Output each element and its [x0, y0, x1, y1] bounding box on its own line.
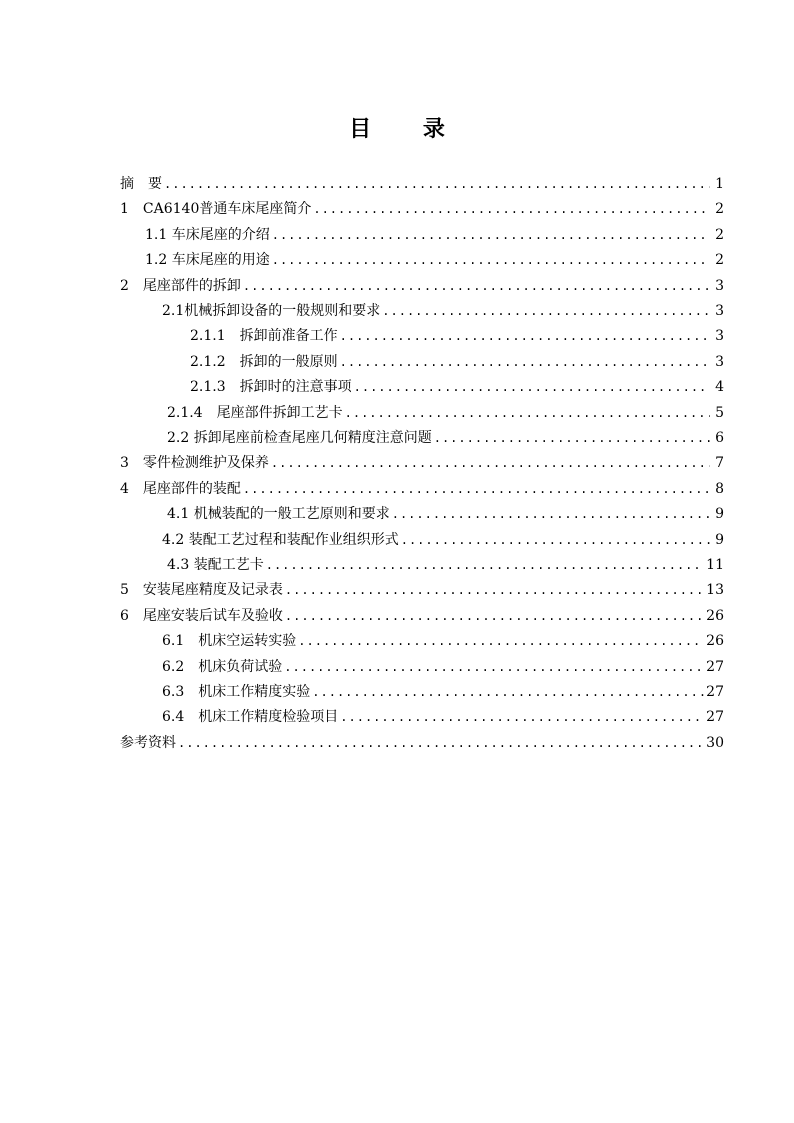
- toc-entry-page: 2: [715, 201, 724, 218]
- toc-dot-leader: [298, 629, 704, 653]
- toc-entry-label: 2 尾座部件的拆卸: [120, 277, 241, 294]
- toc-entry-6-1[interactable]: [162, 629, 724, 653]
- toc-entry-label: 4 尾座部件的装配: [120, 480, 241, 497]
- toc-entry-page: 7: [715, 455, 724, 472]
- toc-dot-leader: [243, 274, 710, 298]
- toc-dot-leader: [345, 401, 710, 425]
- toc-entry-label: 5 安装尾座精度及记录表: [120, 582, 283, 599]
- toc-dot-leader: [434, 426, 710, 450]
- toc-dot-leader: [340, 705, 704, 729]
- toc-entry-page: 26: [706, 607, 724, 624]
- toc-dot-leader: [340, 350, 710, 374]
- toc-entry-label: 2.1.4 尾座部件拆卸工艺卡: [167, 404, 343, 421]
- toc-entry-label: 2.2 拆卸尾座前检查尾座几何精度注意问题: [167, 430, 432, 446]
- toc-entry-label: 参考资料: [120, 734, 176, 751]
- toc-entry-page: 27: [706, 658, 724, 675]
- toc-entry-page: 3: [715, 328, 724, 345]
- toc-entry-1-2[interactable]: [145, 248, 724, 272]
- toc-dot-leader: [312, 680, 704, 704]
- toc-entry-page: 3: [715, 277, 724, 294]
- toc-entry-2-1-1[interactable]: [190, 324, 724, 348]
- toc-dot-leader: [271, 451, 710, 475]
- toc-entry-2[interactable]: [120, 274, 724, 298]
- toc-entry-6-4[interactable]: [162, 705, 724, 729]
- toc-entry-6[interactable]: [120, 604, 724, 628]
- toc-entry-2-1-4[interactable]: [167, 401, 724, 425]
- toc-entry-label: 6.1 机床空运转实验: [162, 633, 297, 650]
- toc-entry-4-2[interactable]: [162, 528, 724, 552]
- toc-entry-abstract[interactable]: [120, 172, 724, 196]
- toc-entry-label: 4.3 装配工艺卡: [167, 557, 264, 573]
- toc-entry-page: 3: [715, 353, 724, 370]
- toc-entry-page: 27: [706, 684, 724, 700]
- toc-dot-leader: [285, 604, 704, 628]
- toc-entry-page: 9: [715, 531, 724, 548]
- toc-entry-label: 2.1.2 拆卸的一般原则: [190, 353, 338, 370]
- toc-entry-4[interactable]: [120, 477, 724, 501]
- toc-entry-references[interactable]: [120, 731, 724, 755]
- toc-entry-page: 30: [706, 734, 724, 751]
- toc-dot-leader: [272, 223, 710, 247]
- toc-dot-leader: [272, 248, 710, 272]
- toc-entry-label: 4.1 机械装配的一般工艺原则和要求: [167, 506, 390, 523]
- toc-entry-page: 9: [715, 506, 724, 523]
- toc-dot-leader: [382, 299, 710, 323]
- toc-entry-4-3[interactable]: [167, 553, 724, 577]
- toc-entry-label: 摘 要: [120, 176, 162, 192]
- toc-entry-page: 13: [706, 582, 724, 599]
- toc-entry-label: 1.1 车床尾座的介绍: [145, 226, 270, 243]
- toc-entry-page: 1: [715, 176, 724, 192]
- toc-entry-3[interactable]: [120, 451, 724, 475]
- toc-entry-label: 3 零件检测维护及保养: [120, 455, 269, 472]
- toc-entry-label: 2.1.3 拆卸时的注意事项: [190, 379, 352, 396]
- toc-entry-2-1[interactable]: [162, 299, 724, 323]
- toc-entry-label: 6 尾座安装后试车及验收: [120, 607, 283, 624]
- toc-entry-page: 8: [715, 480, 724, 497]
- toc-dot-leader: [313, 197, 710, 221]
- toc-entry-2-1-2[interactable]: [190, 350, 724, 374]
- toc-dot-leader: [284, 655, 704, 679]
- toc-entry-6-3[interactable]: [162, 680, 724, 704]
- toc-entry-4-1[interactable]: [167, 502, 724, 526]
- toc-entry-label: 2.1机械拆卸设备的一般规则和要求: [162, 303, 381, 319]
- toc-dot-leader: [285, 578, 704, 602]
- toc-entry-page: 5: [715, 404, 724, 421]
- toc-entry-page: 27: [706, 709, 724, 726]
- toc-dot-leader: [266, 553, 704, 577]
- toc-entry-page: 11: [706, 557, 724, 573]
- toc-dot-leader: [401, 528, 710, 552]
- toc-dot-leader: [164, 172, 710, 196]
- toc-title: 目 录: [349, 117, 467, 142]
- toc-dot-leader: [178, 731, 704, 755]
- toc-entry-label: 6.3 机床工作精度实验: [162, 684, 311, 700]
- toc-entry-page: 6: [715, 430, 724, 446]
- toc-entry-page: 2: [715, 226, 724, 243]
- toc-dot-leader: [354, 375, 710, 399]
- toc-entry-page: 26: [706, 633, 724, 650]
- toc-entry-label: 1 CA6140普通车床尾座简介: [120, 201, 312, 218]
- toc-entry-label: 2.1.1 拆卸前准备工作: [190, 328, 338, 345]
- toc-entry-page: 2: [715, 252, 724, 269]
- toc-entry-1-1[interactable]: [145, 223, 724, 247]
- toc-entry-label: 1.2 车床尾座的用途: [145, 252, 270, 269]
- toc-entry-label: 4.2 装配工艺过程和装配作业组织形式: [162, 531, 399, 548]
- toc-entry-page: 3: [715, 303, 724, 319]
- toc-entry-1[interactable]: [120, 197, 724, 221]
- toc-entry-2-1-3[interactable]: [190, 375, 724, 399]
- toc-entry-6-2[interactable]: [162, 655, 724, 679]
- toc-entry-label: 6.4 机床工作精度检验项目: [162, 709, 339, 726]
- toc-entry-2-2[interactable]: [167, 426, 724, 450]
- toc-entry-5[interactable]: [120, 578, 724, 602]
- toc-dot-leader: [392, 502, 710, 526]
- toc-entry-label: 6.2 机床负荷试验: [162, 658, 283, 675]
- toc-dot-leader: [243, 477, 710, 501]
- toc-entry-page: 4: [715, 379, 724, 396]
- toc-dot-leader: [340, 324, 710, 348]
